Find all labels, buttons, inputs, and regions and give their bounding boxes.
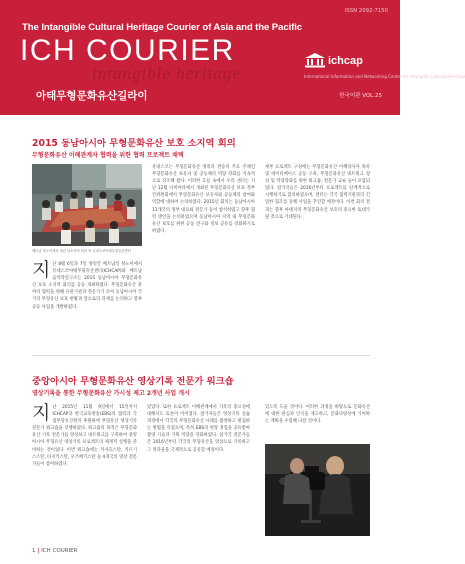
article1-subtitle: 무형문화유산 이해관계자 협력을 위한 협력 프로젝트 채택 <box>32 152 184 159</box>
meeting-photo <box>32 164 142 246</box>
article2-title: 중앙아시아 무형문화유산 영상기록 전문가 워크숍 <box>32 376 234 387</box>
page-number: 1 <box>32 548 36 554</box>
masthead-script-text: intangible heritage <box>92 64 241 83</box>
article1-title: 2015 동남아시아 무형문화유산 보호 소지역 회의 <box>32 138 236 149</box>
page-footer: 1 | ICH COURIER <box>32 548 78 554</box>
article2-dropcap: 지 <box>32 403 51 424</box>
meeting-photo-illustration <box>32 164 142 246</box>
meeting-photo-caption: 베트남 하노이에서 열린 남소지역 회의 © 유네스코아태무형유산센터 <box>32 249 131 253</box>
article2-column-3: 있도록 도울 것이다. 이러한 과정을 바탕으로 문화유산에 대한 관심과 인식을 제고하고, 문화다양성에 기여하는 계획을 수립해 나갈 것이다. <box>265 405 370 425</box>
article1-column-1 <box>32 261 142 336</box>
article2-column-1 <box>32 404 137 536</box>
issn: ISSN 2092-7150 <box>344 8 388 14</box>
unesco-temple-icon <box>304 52 326 68</box>
logo-tagline: International Information and Networking Centre for Intangible Cultural Heritage <box>304 74 465 79</box>
article1-column-1-text: 난 8월 6일과 7일 양일간 베트남의 하노이에서 유네스코아태무형유산센터(ICHCAP)와 베트남 음악학연구소는 2015 동남아시아 무형문화유산 보호 소지역 회의를 공동 개최하였다. 무형문화유산 분야의 협력을 위해 유관기관과 전문가가 모여 동남아시아 국가의 무형유산 보호 현황과 앞으로의 과제를 논의하고 향후 공동 사업을 개발하였다. <box>32 262 142 310</box>
article2-column-1-text: 난 2015년 11월 9일에서 15일까지 ICHCAP과 한국교육방송(EBS)의 협력과 국립무형유산원의 후원하에 무형유산 영상기록 전문가 워크숍을 진행하였다. 워크숍의 목적은 무형문화유산 기록 전문가를 양성하고 네트워크를 구축하여 중앙아시아 무형유산 영상기록 프로젝트의 체계적 실행을 준비하는 것이었다. 이번 워크숍에는 카자흐스탄, 키르기스스탄, 타지키스탄, 우즈베키스탄 등 4개국의 영상 전문가들이 참여하였다. <box>32 405 137 467</box>
volume-label: 한국어판 VOL.25 <box>339 93 382 99</box>
ichcap-logo-block <box>304 52 465 86</box>
footer-label: ICH COURIER <box>41 548 78 554</box>
masthead-subtitle: The Intangible Cultural Heritage Courier of Asia and the Pacific <box>22 22 303 33</box>
article1-column-3: 세부 프로젝트 구성에는 무형문화유산 이해당사자 목록 및 데이터베이스 공동 구축, 무형문화유산 네트워크 형성 및 역량강화를 위한 워크숍, 전문가 교류 등이 포함되었다. 참가국들은 2016년부터 프로젝트를 단계적으로 시행하기로 합의하였으며, 센터는 각국 협력기관과의 긴밀한 협조를 통해 사업을 추진할 예정이다. 이번 회의 결과는 향후 아태지역 무형문화유산 보호의 중요한 토대가 될 것으로 기대된다. <box>265 165 370 220</box>
camera-workshop-illustration <box>265 444 370 536</box>
article1-column-2: 유네스코는 무형문화유산 영역과 전승의 주요 주체인 무형문화유산 보유자 및 공동체의 역량 강화를 지속적으로 강조해 왔다. 이러한 흐름 속에서 우리 센터는 지난 12월 나비아타에서 개최된 무형문화유산 보호 정부간위원회에서 무형문화유산 보유자와 공동체의 참여와 역할에 대하여 논의하였다. 2015년 회의는 동남아시아 11개국의 정부 대표와 전문가 등이 참석하였고 향후 협력 방안을 논의하였으며 동남아시아 지역 내 무형문화유산 보호를 위한 공동 연구와 정보 공유를 강화하기로 하였다. <box>152 165 255 234</box>
article1-dropcap: 지 <box>32 260 51 281</box>
masthead-title: ICH COURIER <box>20 34 235 67</box>
ichcap-logo: ichcap <box>328 55 363 67</box>
article-divider <box>32 355 370 356</box>
masthead-korean-title: 아태무형문화유산길라이 <box>36 90 148 102</box>
article2-column-2: 있었다. 또한 프로젝트 이해관계에서 기록의 중요성에 대해서도 토론이 이어졌다. 참가자들은 영상기록 실습 과정에서 각국의 무형문화유산 사례를 촬영하고 편집하는 방법을 익혔으며, 특히 EBS의 현장 경험을 공유받아 촬영 기술과 기획 역량을 강화하였다. 참가국 전문가들은 2016년부터 각국의 무형유산을 영상으로 기록하고 그 결과물을 국제적으로 공유할 예정이다. <box>147 405 250 453</box>
masthead <box>0 0 465 115</box>
article2-subtitle: 영상기록을 통한 무형문화유산 가시성 제고 2개년 사업 개시 <box>32 390 190 397</box>
camera-workshop-photo <box>265 444 370 536</box>
